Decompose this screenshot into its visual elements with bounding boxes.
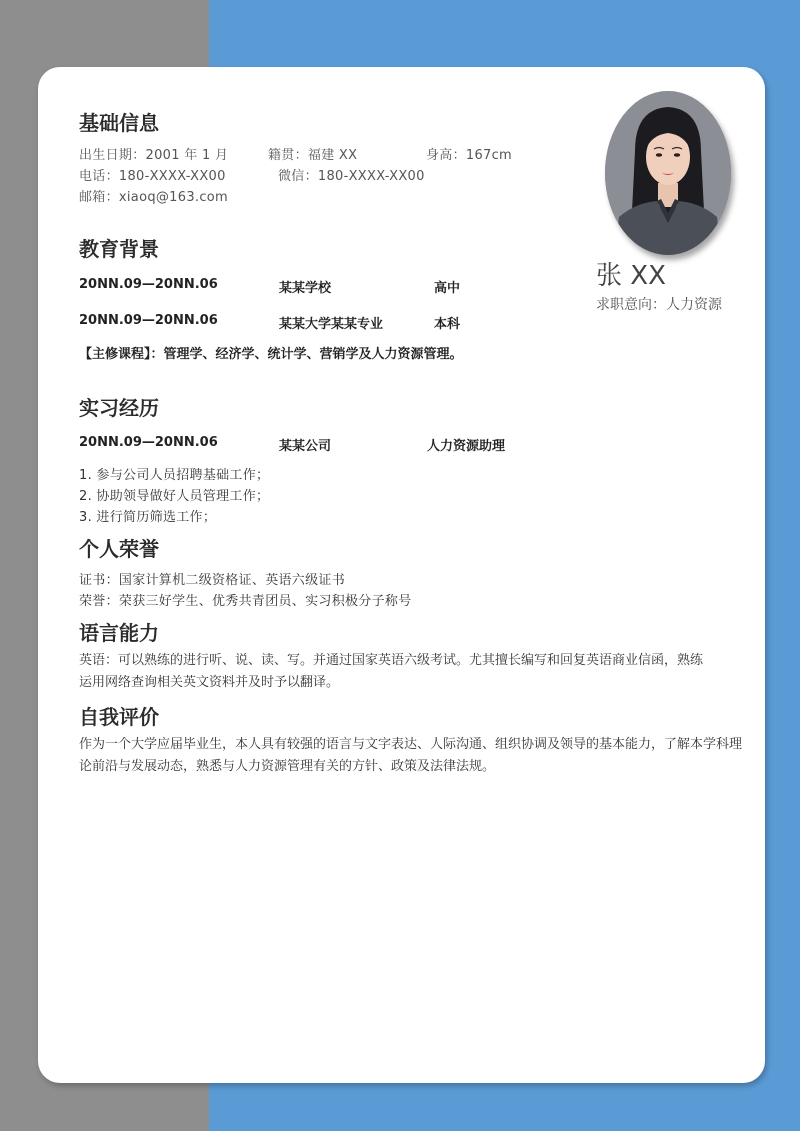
- job-intent: 求职意向：人力资源: [596, 297, 722, 313]
- intern-item-3: 3. 进行简历筛选工作；: [79, 510, 217, 525]
- section-title-self: 自我评价: [79, 705, 159, 729]
- edu-1-degree: 高中: [434, 281, 461, 296]
- edu-1-school: 某某学校: [279, 281, 332, 296]
- native-place: 籍贯：福建 XX: [268, 148, 358, 163]
- wechat: 微信：180-XXXX-XX00: [278, 169, 425, 184]
- birth-date: 出生日期：2001 年 1 月: [79, 148, 229, 163]
- section-title-honors: 个人荣誉: [79, 537, 159, 561]
- intern-company: 某某公司: [279, 439, 332, 454]
- phone: 电话：180-XXXX-XX00: [79, 169, 226, 184]
- intern-role: 人力资源助理: [427, 439, 506, 454]
- portrait-image: [605, 91, 731, 255]
- edu-2-period: 20NN.09—20NN.06: [79, 313, 218, 328]
- awards: 荣誉：荣获三好学生、优秀共青团员、实习积极分子称号: [79, 594, 412, 609]
- language-text: 英语：可以熟练的进行听、说、读、写。并通过国家英语六级考试。尤其擅长编写和回复英语商业信函，熟练运用网络查询相关英文资料并及时予以翻译。: [79, 653, 704, 690]
- section-title-internship: 实习经历: [79, 396, 159, 420]
- profile-photo: [605, 91, 731, 255]
- section-title-language: 语言能力: [79, 621, 159, 645]
- major-courses: 【主修课程】：管理学、经济学、统计学、营销学及人力资源管理。: [79, 347, 463, 362]
- section-title-basic: 基础信息: [79, 111, 159, 135]
- edu-1-period: 20NN.09—20NN.06: [79, 277, 218, 292]
- candidate-name: 张 XX: [596, 261, 666, 291]
- resume-card: [38, 67, 765, 1083]
- intern-item-1: 1. 参与公司人员招聘基础工作；: [79, 468, 270, 483]
- intern-period: 20NN.09—20NN.06: [79, 435, 218, 450]
- edu-2-school: 某某大学某某专业: [279, 317, 384, 332]
- intern-item-2: 2. 协助领导做好人员管理工作；: [79, 489, 270, 504]
- section-title-education: 教育背景: [79, 237, 159, 261]
- email: 邮箱：xiaoq@163.com: [79, 190, 228, 205]
- self-evaluation-text: 作为一个大学应届毕业生，本人具有较强的语言与文字表达、人际沟通、组织协调及领导的基本能力，了解本学科理论前沿与发展动态，熟悉与人力资源管理有关的方针、政策及法律法规。: [79, 737, 743, 774]
- edu-2-degree: 本科: [434, 317, 461, 332]
- certificates: 证书：国家计算机二级资格证、英语六级证书: [79, 573, 346, 588]
- height: 身高：167cm: [426, 148, 513, 163]
